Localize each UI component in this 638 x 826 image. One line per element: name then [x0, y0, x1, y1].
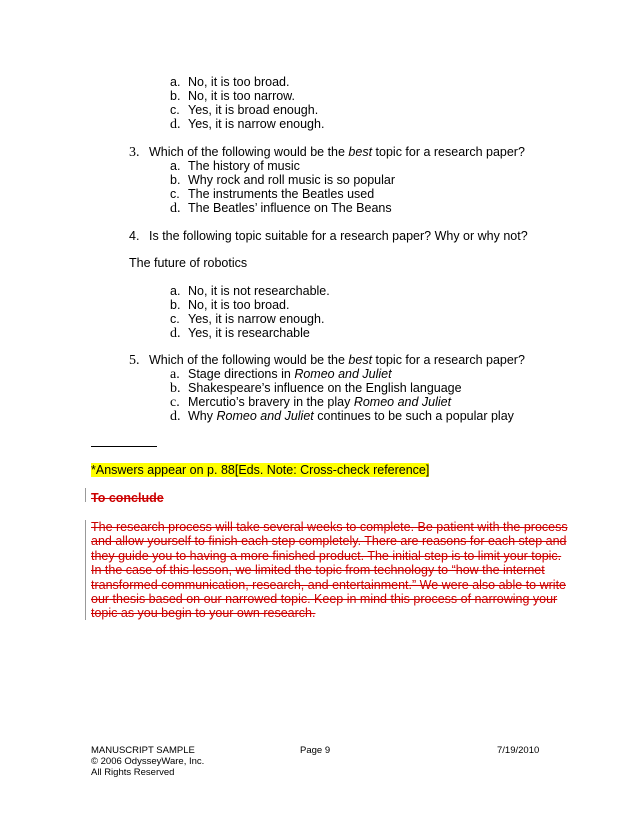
question-3: 3. Which of the following would be the best topic for a research paper? — [129, 145, 525, 160]
q5-option-c: c. Mercutio’s bravery in the play Romeo and Juliet — [170, 395, 452, 410]
answers-note: *Answers appear on p. 88[Eds. Note: Cross-check reference] — [91, 463, 430, 477]
conclude-heading: To conclude — [91, 491, 164, 505]
footer-manuscript: MANUSCRIPT SAMPLE — [91, 745, 195, 756]
q2-option-d: d. Yes, it is narrow enough. — [170, 117, 325, 132]
q3-option-c: c. The instruments the Beatles used — [170, 187, 375, 201]
footer-left — [91, 745, 204, 778]
q5-option-d: d. Why Romeo and Juliet continues to be such a popular play — [170, 409, 514, 424]
q4-option-b: b. No, it is too broad. — [170, 298, 290, 312]
q5-option-a: a. Stage directions in Romeo and Juliet — [170, 367, 392, 382]
conclude-line: In the case of this lesson, we limited the topic from technology to “how the internet — [91, 563, 545, 578]
footer-date: 7/19/2010 — [497, 745, 540, 756]
q3-option-d: d. The Beatles’ influence on The Beans — [170, 201, 392, 216]
q5-option-b: b. Shakespeare’s influence on the English language — [170, 381, 462, 396]
question-4: 4. Is the following topic suitable for a research paper? Why or why not? — [129, 229, 528, 243]
q4-option-d: d. Yes, it is researchable — [170, 326, 310, 341]
footer-page-number: Page 9 — [300, 745, 331, 756]
conclude-line: transformed communication, research, and entertainment.” We were also able to write — [91, 577, 566, 592]
conclude-line: they guide you to having a more finished product. The initial step is to limit your topic. — [91, 548, 562, 563]
q3-option-b: b. Why rock and roll music is so popular — [170, 173, 396, 187]
conclude-line: and allow yourself to finish each step completely. There are reasons for each step and — [91, 534, 567, 549]
conclude-paragraph — [91, 520, 568, 621]
question-5: 5. Which of the following would be the best topic for a research paper? — [129, 353, 525, 368]
footer-rights: All Rights Reserved — [91, 767, 175, 778]
footnote-separator — [91, 446, 157, 447]
q4-option-c: c. Yes, it is narrow enough. — [170, 312, 325, 326]
q2-option-a: a. No, it is too broad. — [170, 75, 290, 89]
footer-copyright: © 2006 OdysseyWare, Inc. — [91, 756, 205, 767]
change-bar — [85, 488, 86, 502]
conclude-line: our thesis based on our narrowed topic. Keep in mind this process of narrowing your — [91, 592, 558, 607]
conclude-line: topic as you begin to your own research. — [91, 606, 316, 621]
change-bar — [85, 520, 86, 620]
q3-option-a: a. The history of music — [170, 159, 300, 173]
q4-topic: The future of robotics — [129, 256, 248, 270]
conclude-line: The research process will take several weeks to complete. Be patient with the process — [91, 520, 568, 534]
q2-option-b: b. No, it is too narrow. — [170, 89, 295, 103]
q2-option-c: c. Yes, it is broad enough. — [170, 103, 319, 117]
q4-option-a: a. No, it is not researchable. — [170, 284, 330, 298]
